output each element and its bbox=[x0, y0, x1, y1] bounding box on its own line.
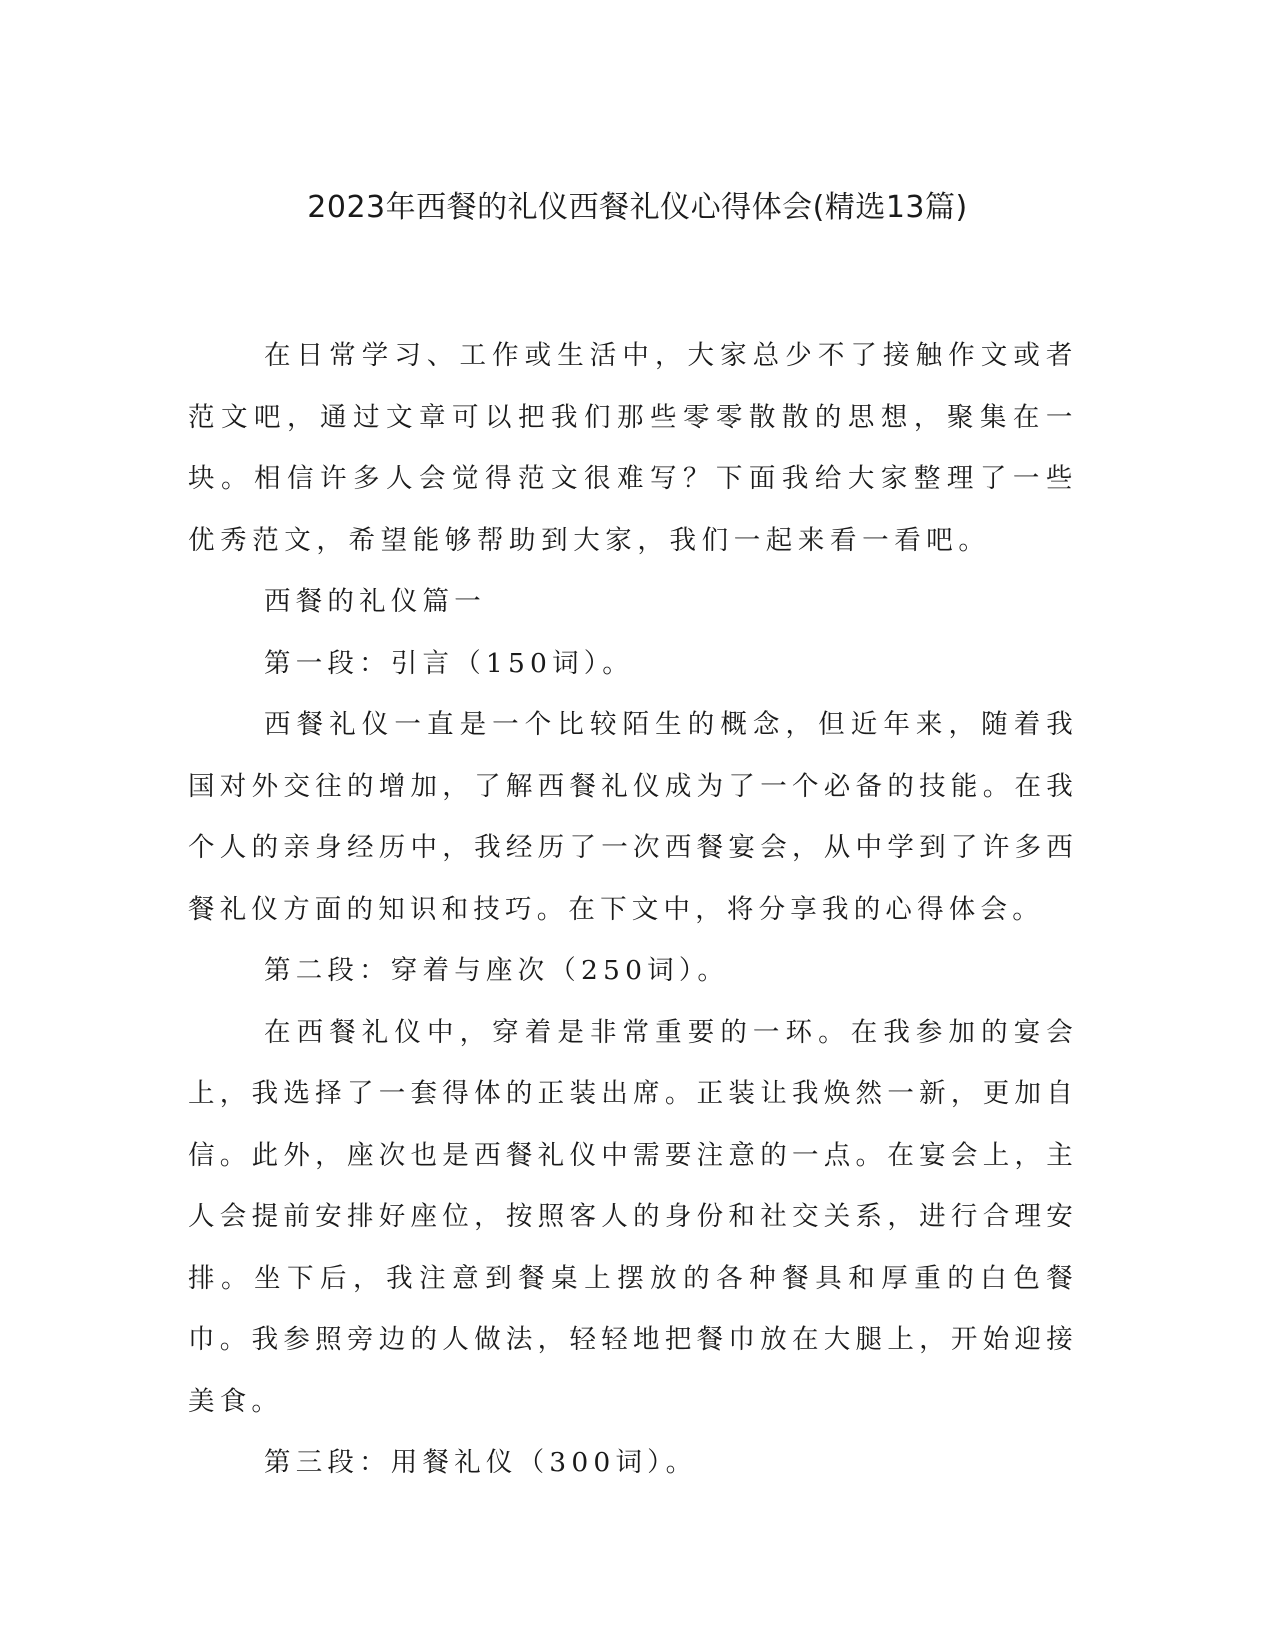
paragraph-dress-and-seating: 在西餐礼仪中，穿着是非常重要的一环。在我参加的宴会上，我选择了一套得体的正装出席。正装让我焕然一新，更加自信。此外，座次也是西餐礼仪中需要注意的一点。在宴会上，主人会提前安排好座位，按照客人的身份和社交关系，进行合理安排。坐下后，我注意到餐桌上摆放的各种餐具和厚重的白色餐巾。我参照旁边的人做法，轻轻地把餐巾放在大腿上，开始迎接美食。 bbox=[188, 1016, 1078, 1417]
document-body bbox=[188, 325, 1078, 1494]
section-heading-part-one: 第一段：引言（150词）。 bbox=[264, 647, 634, 679]
section-heading-part-three: 第三段：用餐礼仪（300词）。 bbox=[264, 1447, 698, 1478]
paragraph-introduction: 西餐礼仪一直是一个比较陌生的概念，但近年来，随着我国对外交往的增加，了解西餐礼仪成为了一个必备的技能。在我个人的亲身经历中，我经历了一次西餐宴会，从中学到了许多西餐礼仪方面的知识和技巧。在下文中，将分享我的心得体会。 bbox=[188, 709, 1078, 925]
document-title: 2023年西餐的礼仪西餐礼仪心得体会(精选13篇) bbox=[307, 190, 968, 225]
intro-paragraph: 在日常学习、工作或生活中，大家总少不了接触作文或者范文吧，通过文章可以把我们那些零零散散的思想，聚集在一块。相信许多人会觉得范文很难写？下面我给大家整理了一些优秀范文，希望能够帮助到大家，我们一起来看一看吧。 bbox=[188, 340, 1078, 556]
section-heading-article-one: 西餐的礼仪篇一 bbox=[264, 586, 486, 617]
section-heading-part-two: 第二段：穿着与座次（250词）。 bbox=[264, 955, 730, 986]
